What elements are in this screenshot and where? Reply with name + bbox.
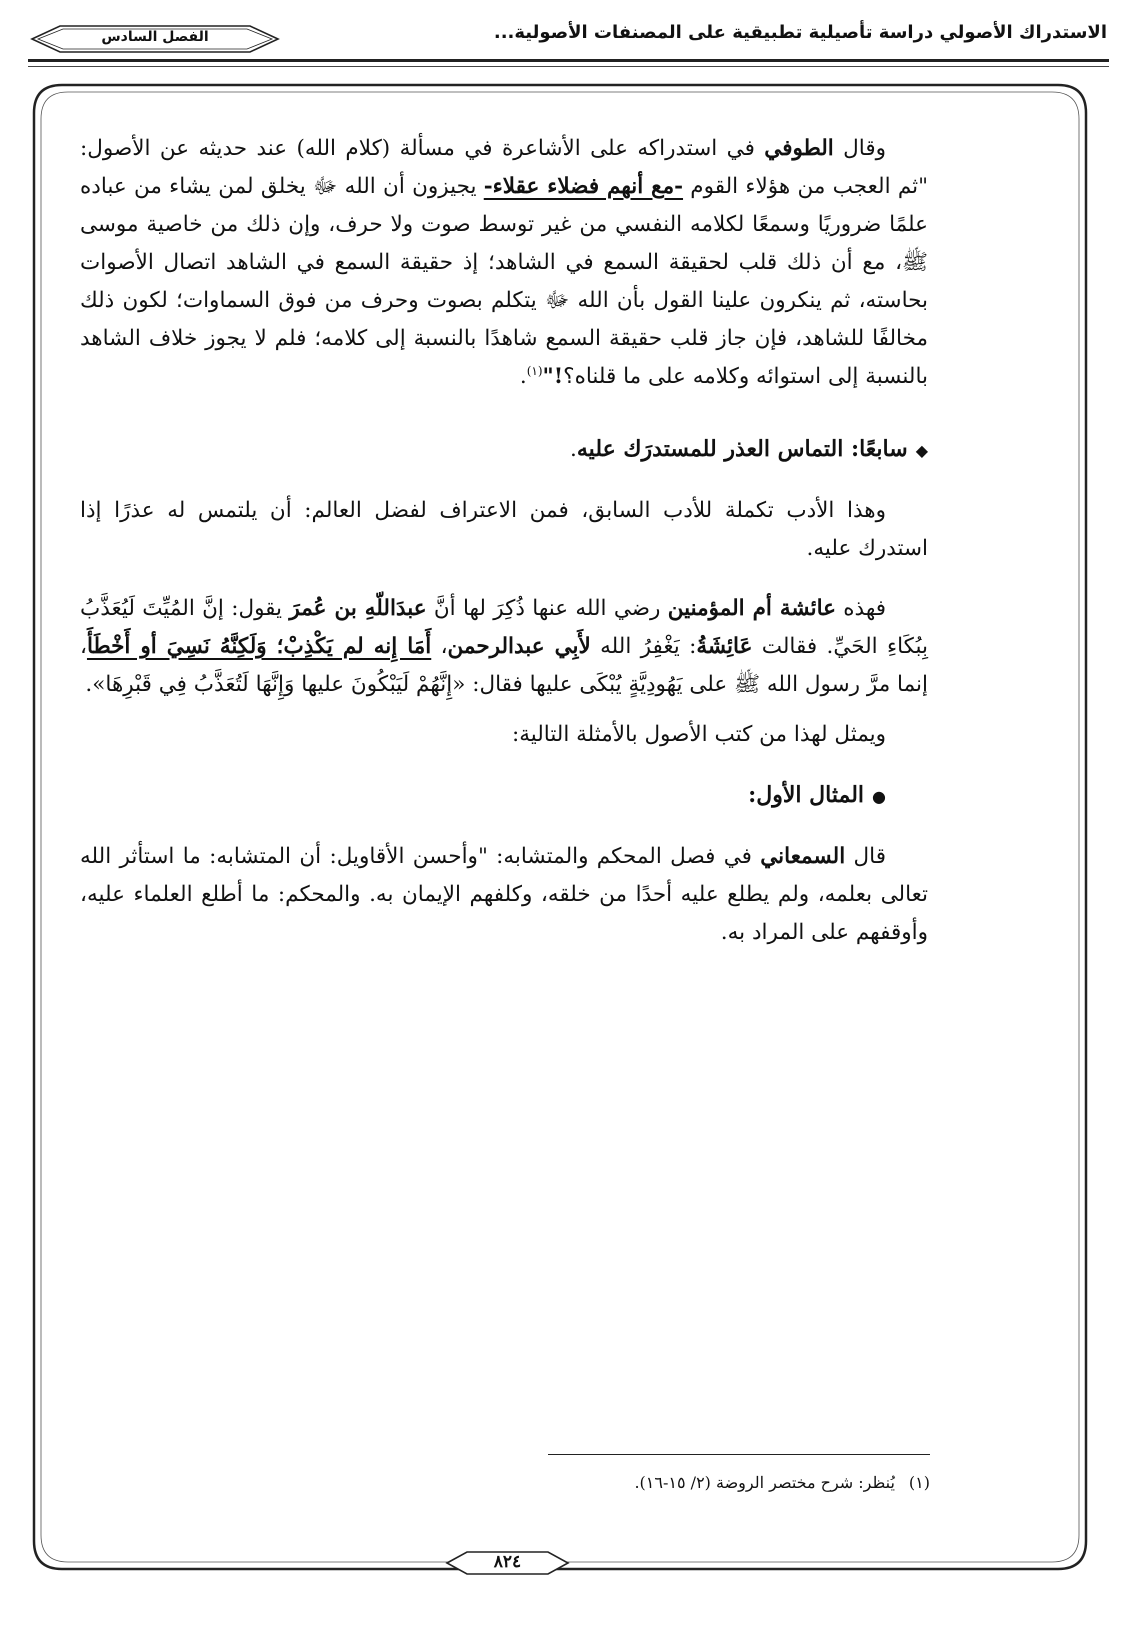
book-title: الاستدراك الأصولي دراسة تأصيلية تطبيقية على المصنفات الأصولية...	[493, 22, 1107, 43]
main-text	[80, 130, 928, 952]
footnote	[540, 1470, 930, 1496]
page-number-text: ٨٢٤	[493, 1552, 522, 1572]
example-heading: ●المثال الأول:	[748, 782, 886, 808]
footnote-number: (١)	[908, 1473, 930, 1492]
underlined-phrase: -مع أنهم فضلاء عقلاء-	[483, 174, 684, 199]
person-name: عَائِشَةُ	[696, 634, 753, 659]
footnote-ref[interactable]: (١)	[526, 363, 543, 378]
person-name: عبدَاللّهِ بن عُمرَ	[289, 596, 427, 621]
chapter-label-text: الفصل السادس	[101, 29, 209, 45]
person-name: لأَبِي عبدالرحمن	[447, 634, 591, 659]
paragraph-tufi-quote: وقال الطوفي في استدراكه على الأشاعرة في مسألة (كلام الله) عند حديثه عن الأصول: "ثم العجب من هؤلاء القوم -مع أنهم فضلاء عقلاء- يجيزون أن الله ﷻ يخلق لمن يشاء من عباده علمًا ضروريًا وسمعًا لكلامه النفسي من غير توسط صوت ولا حرف، وإن ذلك من خاصية موسى ﷺ، مع أن ذلك قلب لحقيقة السمع في الشاهد؛ إذ حقيقة السمع في الشاهد اتصال الأصوات بحاسته، ثم ينكرون علينا القول بأن الله ﷻ يتكلم بصوت وحرف من فوق السماوات؛ لكون ذلك مخالفًا للشاهد، فإن جاز قلب حقيقة السمع شاهدًا بالنسبة إلى كلامه؛ فلم لا يجوز خلاف الشاهد بالنسبة إلى استوائه وكلامه على ما قلناه؟!"$^{(١)}$.	[80, 136, 928, 389]
paragraph-intro: وهذا الأدب تكملة للأدب السابق، فمن الاعتراف لفضل العالم: أن يلتمس له عذرًا إذا استدرك عليه.	[80, 498, 928, 561]
chapter-label	[30, 24, 280, 54]
diamond-bullet-icon: ◆	[915, 441, 928, 460]
footnote-text: يُنظر: شرح مختصر الروضة (٢/ ١٥-١٦).	[634, 1473, 895, 1492]
person-name: عائشة أم المؤمنين	[667, 596, 836, 621]
paragraph-examples-intro: ويمثل لهذا من كتب الأصول بالأمثلة التالية:	[511, 722, 886, 747]
section-heading: ◆سابعًا: التماس العذر للمستدرَك عليه.	[570, 436, 928, 462]
underlined-phrase: أَمَا إِنه لم يَكْذِبْ؛ وَلَكِنَّهُ نَسِيَ أو أَخْطَأَ	[86, 634, 432, 659]
paragraph-aisha: فهذه عائشة أم المؤمنين رضي الله عنها ذُكِرَ لها أنَّ عبدَاللّهِ بن عُمرَ يقول: إنَّ المُيِّتَ لَيُعَذَّبُ بِبُكَاءِ الحَيِّ. فقالت عَائِشَةُ: يَغْفِرُ الله لأَبِي عبدالرحمن، أَمَا إِنه لم يَكْذِبْ؛ وَلَكِنَّهُ نَسِيَ أو أَخْطَأَ، إنما مرَّ رسول الله ﷺ على يَهُودِيَّةٍ يُبْكَى عليها فقال: «إِنَّهُمْ لَيَبْكُونَ عليها وَإِنَّهَا لَتُعَذَّبُ فِي قَبْرِهَا».	[80, 596, 928, 697]
scholar-name: السمعاني	[760, 844, 846, 869]
header-rule	[28, 59, 1109, 62]
scholar-name: الطوفي	[764, 136, 834, 161]
paragraph-samani: قال السمعاني في فصل المحكم والمتشابه: "وأحسن الأقاويل: أن المتشابه: ما استأثر الله تعالى بعلمه، ولم يطلع عليه أحدًا من خلقه، وكلفهم الإيمان به. والمحكم: ما أطلع العلماء عليه، وأوقفهم على المراد به.	[80, 844, 928, 945]
page-number	[445, 1550, 570, 1576]
footnote-rule	[548, 1454, 930, 1455]
header-rule-thin	[28, 66, 1109, 67]
circle-bullet-icon: ●	[872, 787, 886, 806]
